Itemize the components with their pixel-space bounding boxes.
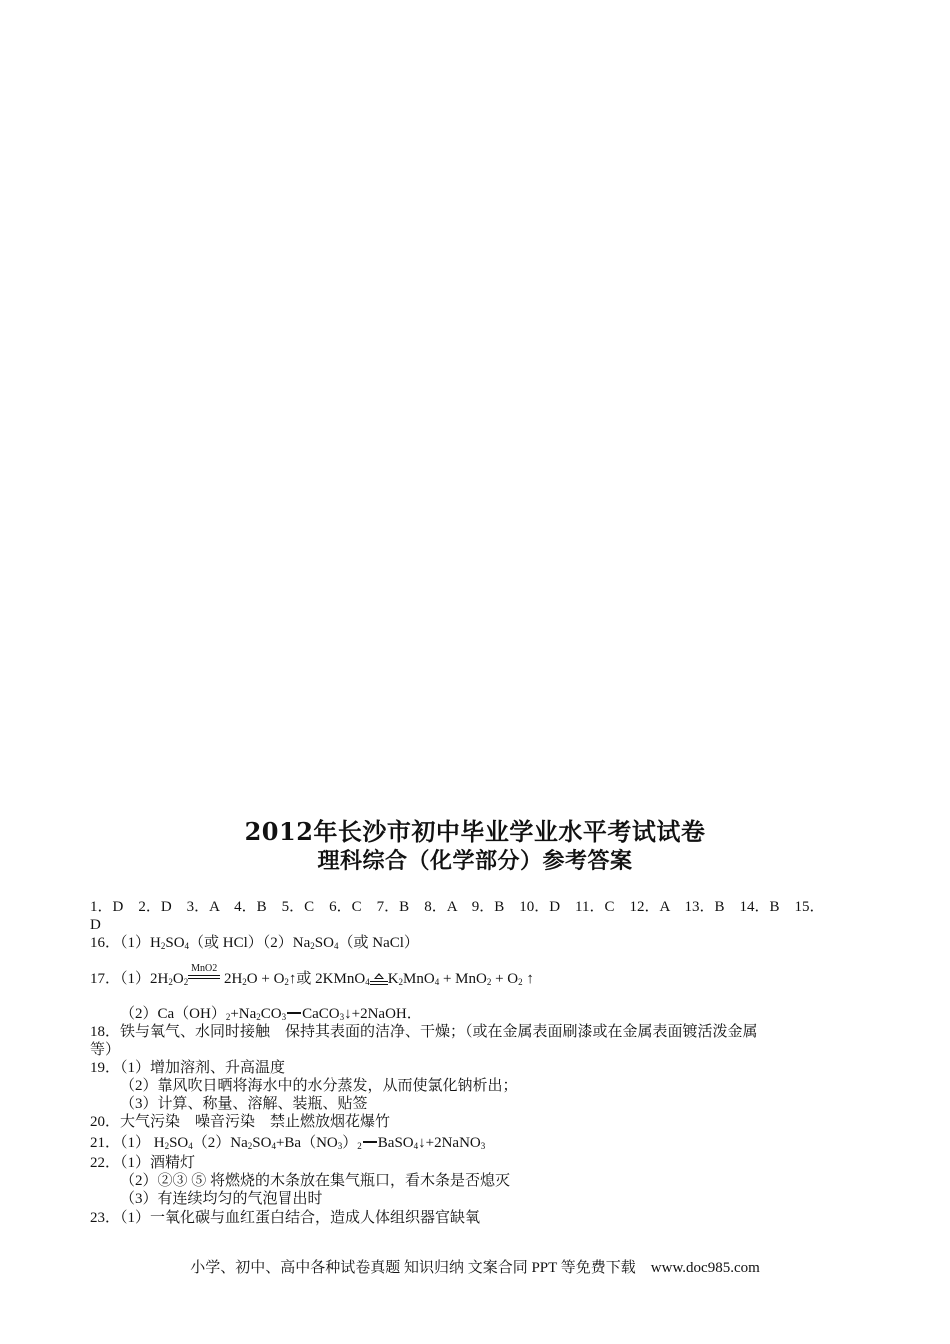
answers-1-15-line1: 1．D 2．D 3．A 4．B 5．C 6．C 7．B 8．A 9．B 10．D 11．C 12．A 13．B 14．B 15． [90, 899, 825, 915]
reaction-equals-dash [363, 1141, 377, 1143]
answer-19-3: （3）计算、称量、溶解、装瓶、贴签 [120, 1096, 368, 1112]
catalyst-equals-sign [188, 963, 220, 983]
reaction-equals-dash [287, 1012, 301, 1014]
catalyst-label: MnO2 [191, 963, 218, 974]
q17-number: 17． [90, 971, 121, 987]
answer-21: 21．（1） $H_2SO_4(2)Na_2SO_4+Ba(NO_3)_2$ BaSO$_4$↓+2NaNO$_3$ [90, 1135, 486, 1151]
answer-22-2: （2）②③ ⑤ 将燃烧的木条放在集气瓶口，看木条是否熄灭 [120, 1173, 511, 1189]
answer-18-line1: 18．铁与氧气、水同时接触 保持其表面的洁净、干燥；（或在金属表面刷漆或在金属表面镀活泼金属 [90, 1024, 758, 1040]
answer-17-part2: $(2)Ca(OH)_2+Na_2CO_3$ CaCO$_3$↓+2NaOH． [120, 1006, 422, 1022]
document-title: 2012年长沙市初中毕业学业水平考试试卷 [244, 817, 706, 846]
document-subtitle: 理科综合（化学部分）参考答案 [317, 848, 633, 874]
answer-23-1: 23．（1）一氧化碳与血红蛋白结合，造成人体组织器官缺氧 [90, 1210, 481, 1226]
footer-text: 小学、初中、高中各种试卷真题 知识归纳 文案合同 PPT 等免费下载 www.doc985.com [190, 1260, 760, 1276]
q16-number: 16． [90, 935, 121, 951]
answer-16: 16．$(1)H_2SO_4$（或 $HCl)(2)Na_2SO_4$（或 NaCl） [90, 935, 419, 951]
answers-1-15-line2: D [90, 917, 101, 933]
answer-22-3: （3）有连续均匀的气泡冒出时 [120, 1191, 323, 1207]
answer-19-1: 19．（1）增加溶剂、升高温度 [90, 1060, 286, 1076]
answer-22-1: 22．（1）酒精灯 [90, 1155, 196, 1171]
answer-19-2: （2）靠风吹日晒将海水中的水分蒸发，从而使氯化钠析出； [120, 1078, 518, 1094]
answer-20: 20．大气污染 噪音污染 禁止燃放烟花爆竹 [90, 1114, 391, 1130]
answer-18-line2: 等） [90, 1042, 121, 1058]
heat-condition-icon [370, 973, 388, 987]
answer-17-part1: 17．$(1)2H_2O_2$ MnO2 $2H_2O$ + $O_2↑$或 2KMnO$_4$ $K_2MnO_4 + MnO_2 + O_2$ ↑ [90, 963, 534, 987]
